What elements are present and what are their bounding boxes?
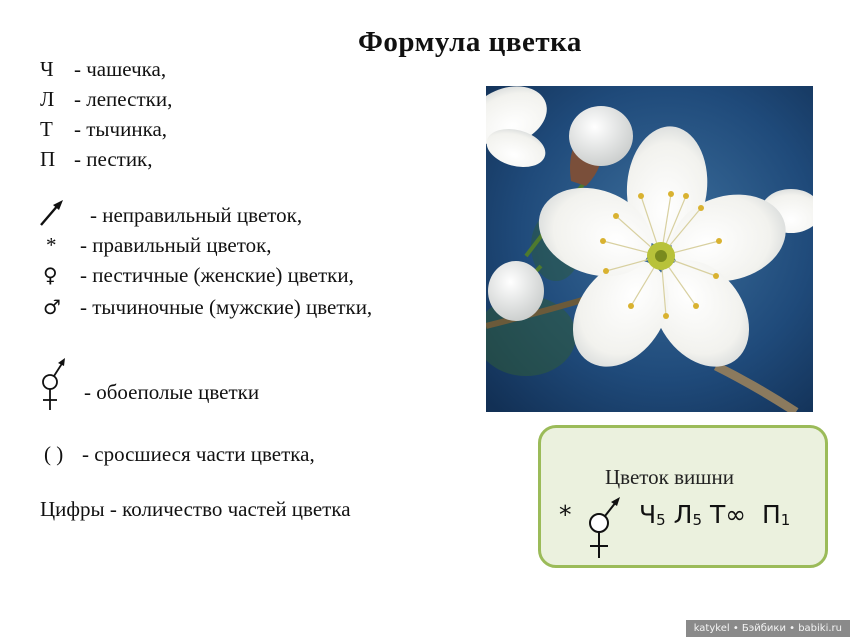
female-icon: ♀ xyxy=(43,263,58,287)
regular-star-icon: * xyxy=(46,233,57,257)
legend-text: - тычинка, xyxy=(74,117,168,141)
legend-pistil xyxy=(40,146,153,172)
bisexual-icon xyxy=(585,490,625,562)
legend-symbol: Ч xyxy=(40,57,54,81)
formula-parts xyxy=(639,500,790,529)
calyx-symbol: Ч xyxy=(639,500,657,529)
example-card xyxy=(538,425,828,568)
legend-petals xyxy=(40,86,172,112)
stamens-symbol: Т∞ xyxy=(709,500,747,529)
calyx-count: 5 xyxy=(656,511,666,529)
bisexual-text: - обоеполые цветки xyxy=(84,380,260,404)
legend-symbol: П xyxy=(40,147,56,171)
legend-symbol: Л xyxy=(40,87,55,111)
legend-calyx xyxy=(40,56,166,82)
bisexual-icon xyxy=(36,356,70,414)
example-title: Цветок вишни xyxy=(605,465,734,489)
petals-count: 5 xyxy=(692,511,702,529)
pistil-symbol: П xyxy=(761,500,781,529)
legend-text: - чашечка, xyxy=(74,57,167,81)
example-formula xyxy=(559,500,572,529)
regular-star: * xyxy=(559,500,572,529)
page-title: Формула цветка xyxy=(358,26,582,58)
fused-text: - сросшиеся части цветка, xyxy=(82,442,315,466)
regular-text: - правильный цветок, xyxy=(80,233,272,257)
petals-symbol: Л xyxy=(673,500,693,529)
irregular-text: - неправильный цветок, xyxy=(90,203,303,227)
male-text: - тычиночные (мужские) цветки, xyxy=(80,295,373,319)
pistil-count: 1 xyxy=(780,511,791,529)
irregular-arrow-icon xyxy=(38,198,66,228)
male-icon: ♂ xyxy=(43,295,61,319)
female-text: - пестичные (женские) цветки, xyxy=(80,263,354,287)
legend-symbol: Т xyxy=(40,117,53,141)
legend-text: - лепестки, xyxy=(74,87,173,111)
fused-parens-icon: ( ) xyxy=(44,442,64,466)
watermark: katykel • Бэйбики • babiki.ru xyxy=(686,620,850,637)
digits-text: Цифры - количество частей цветка xyxy=(40,497,351,521)
cherry-blossom-photo xyxy=(486,86,813,412)
legend-stamen xyxy=(40,116,167,142)
legend-text: - пестик, xyxy=(74,147,153,171)
